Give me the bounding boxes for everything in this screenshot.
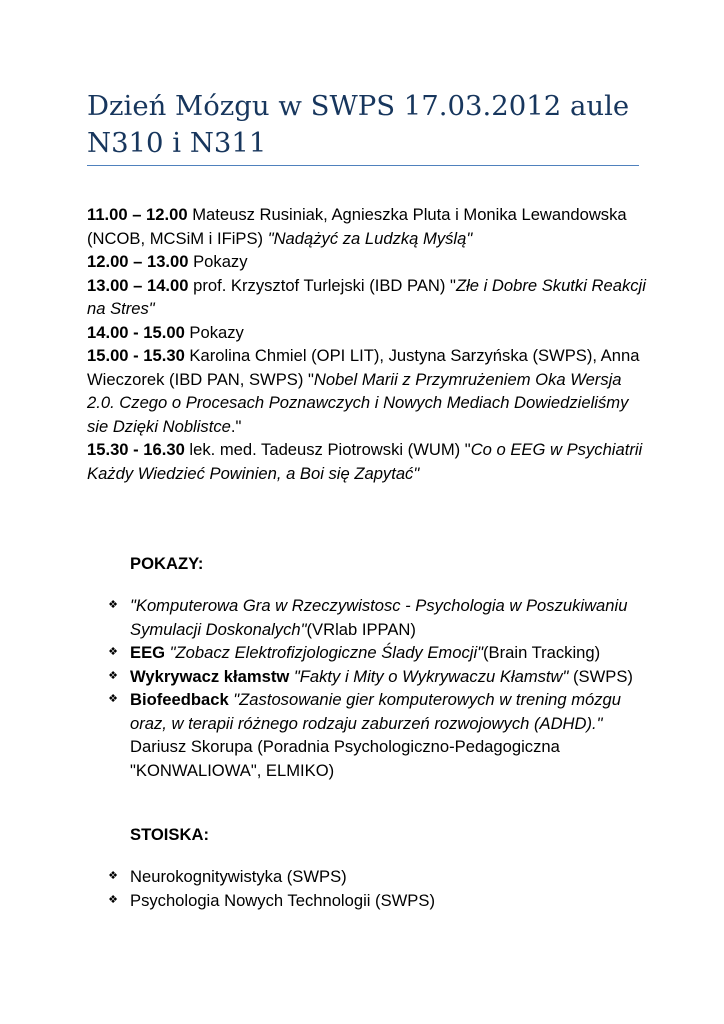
item-text: Neurokognitywistyka (SWPS) (130, 867, 347, 886)
schedule-time: 14.00 - 15.00 (87, 322, 185, 342)
schedule-text: Pokazy (184, 322, 244, 342)
schedule-time: 13.00 – 14.00 (87, 275, 189, 295)
diamond-bullet-icon: ❖ (108, 646, 118, 658)
item-italic: "Zobacz Elektrofizjologiczne Ślady Emocji" (165, 643, 484, 662)
title-underline (87, 165, 639, 166)
diamond-bullet-icon: ❖ (108, 599, 118, 611)
list-item (0, 641, 660, 665)
item-bold: Biofeedback (130, 690, 229, 709)
schedule-time: 15.00 - 15.30 (87, 346, 185, 365)
item-text: Psychologia Nowych Technologii (SWPS) (130, 890, 435, 910)
schedule-text: Mateusz Rusiniak, Agnieszka Pluta i Monika Lewandowska (NCOB, MCSiM i IFiPS) (87, 205, 627, 248)
schedule-talk-title: Nobel Marii z Przymrużeniem Oka Wersja 2.0. Czego o Procesach Poznawczych i Nowych Mediach Dowiedzieliśmy sie Dzięki Noblistce (87, 369, 629, 436)
stoiska-heading: STOISKA: (130, 825, 209, 844)
pokazy-heading: POKAZY: (130, 554, 204, 573)
list-item (0, 665, 660, 689)
schedule-tail: ." (230, 416, 242, 436)
schedule-time: 12.00 – 13.00 (87, 252, 189, 271)
item-bold: EEG (130, 643, 166, 662)
list-item (0, 688, 660, 782)
diamond-bullet-icon: ❖ (108, 893, 118, 906)
schedule-entry (87, 438, 647, 485)
schedule-text: Pokazy (188, 252, 248, 271)
schedule-time: 11.00 – 12.00 (87, 205, 188, 224)
schedule-talk-title: Złe i Dobre Skutki Reakcji na Stres" (87, 275, 646, 318)
stoiska-list (0, 865, 660, 912)
list-item (0, 865, 660, 889)
diamond-bullet-icon: ❖ (108, 669, 118, 682)
schedule-entry (87, 250, 647, 274)
document-title: Dzień Mózgu w SWPS 17.03.2012 aule N310 i N311 (87, 90, 630, 159)
schedule-text: lek. med. Tadeusz Piotrowski (WUM) " (184, 440, 471, 459)
item-text: (VRlab IPPAN) (306, 619, 416, 639)
schedule-text: Karolina Chmiel (OPI LIT), Justyna Sarzyńska (SWPS), Anna Wieczorek (IBD PAN, SWPS) " (87, 346, 640, 389)
schedule-talk-title: Co o EEG w Psychiatrii Każdy Wiedzieć Powinien, a Boi się Zapytać" (87, 440, 643, 483)
item-text: Dariusz Skorupa (Poradnia Psychologiczno-Pedagogiczna "KONWALIOWA", ELMIKO) (130, 737, 560, 780)
item-bold: Wykrywacz kłamstw (130, 666, 290, 686)
item-text: (Brain Tracking) (483, 643, 601, 662)
schedule-entry (87, 321, 647, 345)
schedule-talk-title: "Nadążyć za Ludzką Myślą" (267, 228, 473, 248)
diamond-bullet-icon: ❖ (108, 693, 118, 705)
schedule-time: 15.30 - 16.30 (87, 440, 185, 459)
item-italic: "Komputerowa Gra w Rzeczywistosc - Psychologia w Poszukiwaniu Symulacji Doskonalych" (130, 596, 628, 639)
schedule (87, 203, 647, 485)
schedule-entry (87, 203, 647, 250)
item-italic: "Zastosowanie gier komputerowych w trening mózgu oraz, w terapii różnego rodzaju zaburzeń rozwojowych (ADHD)." (130, 690, 622, 733)
list-item (0, 889, 660, 913)
item-italic: "Fakty i Mity o Wykrywaczu Kłamstw" (289, 666, 569, 686)
list-item (0, 594, 660, 641)
schedule-text: prof. Krzysztof Turlejski (IBD PAN) " (188, 275, 456, 295)
diamond-bullet-icon: ❖ (108, 870, 118, 882)
pokazy-list (0, 594, 660, 782)
item-text: (SWPS) (568, 666, 633, 686)
schedule-entry (87, 274, 647, 321)
schedule-entry (87, 344, 647, 438)
